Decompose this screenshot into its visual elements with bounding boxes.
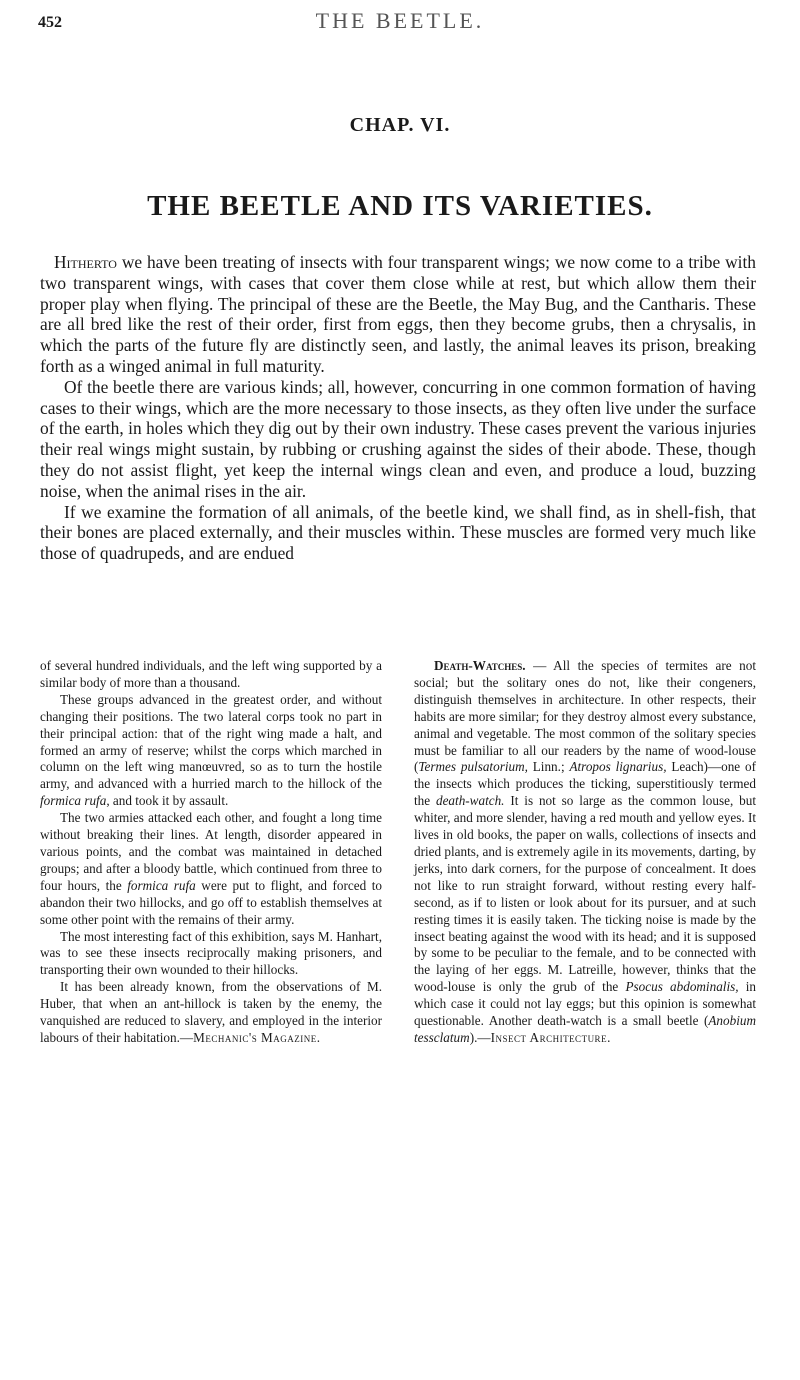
species-name-1: Termes pulsatorium, [418, 759, 528, 775]
right-text-c: Leach)—one of the insects which produces the ticking, superstitiously termed the [414, 759, 756, 809]
chapter-title: THE BEETLE AND ITS VARIETIES. [147, 190, 653, 222]
right-text-d: It is not so large as the common louse, but whiter, and more slender, having a red mouth and yellow eyes. It lives in old books, the paper on walls, collections of insects and dried plants, and is extremely agile in its movements, darting, by jerks, into dark corners, for the purpose of concealment. It does not like to run straight forward, without resting every half-second, as if to listen or look about for its pursuer, and at such resting times it is easily taken. The ticking noise is made by the insect beating against the wood with its head; and it is supposed by some to be peculiar to the female, and to be connected with the laying of her eggs. M. Latreille, however, thinks that the wood-louse is only the grub of the [414, 793, 756, 995]
left-paragraph-5 [40, 979, 382, 1047]
species-name-2: Atropos lignarius, [569, 759, 667, 775]
running-title: THE BEETLE. [315, 8, 485, 33]
term-death-watch: death-watch. [435, 793, 505, 809]
page-number: 452 [38, 14, 62, 31]
drop-word: Hitherto [54, 252, 117, 272]
right-source-citation: Insect Architecture. [490, 1029, 611, 1045]
left-p2-species: formica rufa [40, 793, 107, 809]
right-paragraph-1 [414, 658, 756, 1047]
species-name-3: Psocus abdominalis, [625, 979, 739, 995]
intro-paragraph-2: Of the beetle there are various kinds; all, however, concurring in one common formation of having cases to their wings, which are the more necessary to those insects, as they often live under the surface of the earth, in holes which they dig out by their own industry. These cases prevent the various injuries their real wings might sustain, by rubbing or crushing against the sides of their abode. These, though they do not assist flight, yet keep the internal wings clean and even, and produce a loud, buzzing noise, when the animal rises in the air. [40, 376, 756, 501]
right-text-f: ).— [469, 1029, 491, 1045]
left-paragraph-3 [40, 810, 382, 928]
intro-paragraph-1 [40, 252, 756, 377]
left-p3-text-a: The two armies attacked each other, and fought a long time without breaking their lines. At length, disorder appeared in various points, and the combat was maintained in detached groups; and after a bloody battle, which continued from three to four hours, the [40, 810, 382, 893]
right-text-b: Linn.; [527, 759, 570, 775]
intro-text [40, 252, 756, 564]
left-p2-text-b: , and took it by assault. [106, 793, 229, 809]
left-p3-text-b: were put to flight, and forced to abandon their two hillocks, and go off to establish themselves at some other point with the remains of their army. [40, 877, 382, 927]
left-paragraph-4: The most interesting fact of this exhibition, says M. Hanhart, was to see these insects reciprocally making prisoners, and transporting their own wounded to their hillocks. [40, 928, 382, 978]
left-column [40, 658, 382, 1047]
section-heading: Death-Watches. [434, 658, 526, 673]
right-text-a: — All the species of termites are not social; but the solitary ones do not, like their congeners, distinguish themselves in architecture. In other respects, their habits are more similar; for they destroy almost every substance, animal and vegetable. The most common of the solitary species must be familiar to all our readers by the name of wood-louse ( [414, 658, 756, 775]
right-column [414, 658, 756, 1047]
left-p5-text: It has been already known, from the observations of M. Huber, that when an ant-hillock is taken by the enemy, the vanquished are reduced to slavery, and employed in the interior labours of their habitation.— [40, 979, 382, 1045]
species-name-4: Anobium tessclatum [414, 1013, 756, 1045]
left-p2-text-a: These groups advanced in the greatest order, and without changing their positions. The two lateral corps took no part in their principal action: that of the right wing made a halt, and formed an army of reserve; whilst the corps which marched in column on the left wing manœuvred, so as to turn the hostile army, and advanced with a hurried march to the hillock of the [40, 691, 382, 792]
left-paragraph-2 [40, 692, 382, 810]
right-text-e: in which case it could not lay eggs; but this opinion is somewhat questionable. Another death-watch is a small beetle ( [414, 979, 756, 1029]
left-paragraph-1: of several hundred individuals, and the left wing supported by a similar body of more than a thousand. [40, 658, 382, 690]
intro-paragraph-3: If we examine the formation of all animals, of the beetle kind, we shall find, as in shell-fish, that their bones are placed externally, and their muscles within. These muscles are formed very much like those of quadrupeds, and are endued [40, 501, 756, 564]
chapter-label: CHAP. VI. [349, 114, 451, 136]
left-p3-species: formica rufa [127, 877, 196, 893]
intro-paragraph-1-text: we have been treating of insects with four transparent wings; we now come to a tribe with two transparent wings, with cases that cover them close while at rest, but which allow them their proper play when flying. The principal of these are the Beetle, the May Bug, and the Cantharis. These are all bred like the rest of their order, first from eggs, then they become grubs, then a chrysalis, in which the parts of the future fly are distinctly seen, and lastly, the animal leaves its prison, breaking forth as a winged animal in full maturity. [40, 252, 756, 376]
left-source-citation: Mechanic's Magazine. [193, 1029, 321, 1045]
